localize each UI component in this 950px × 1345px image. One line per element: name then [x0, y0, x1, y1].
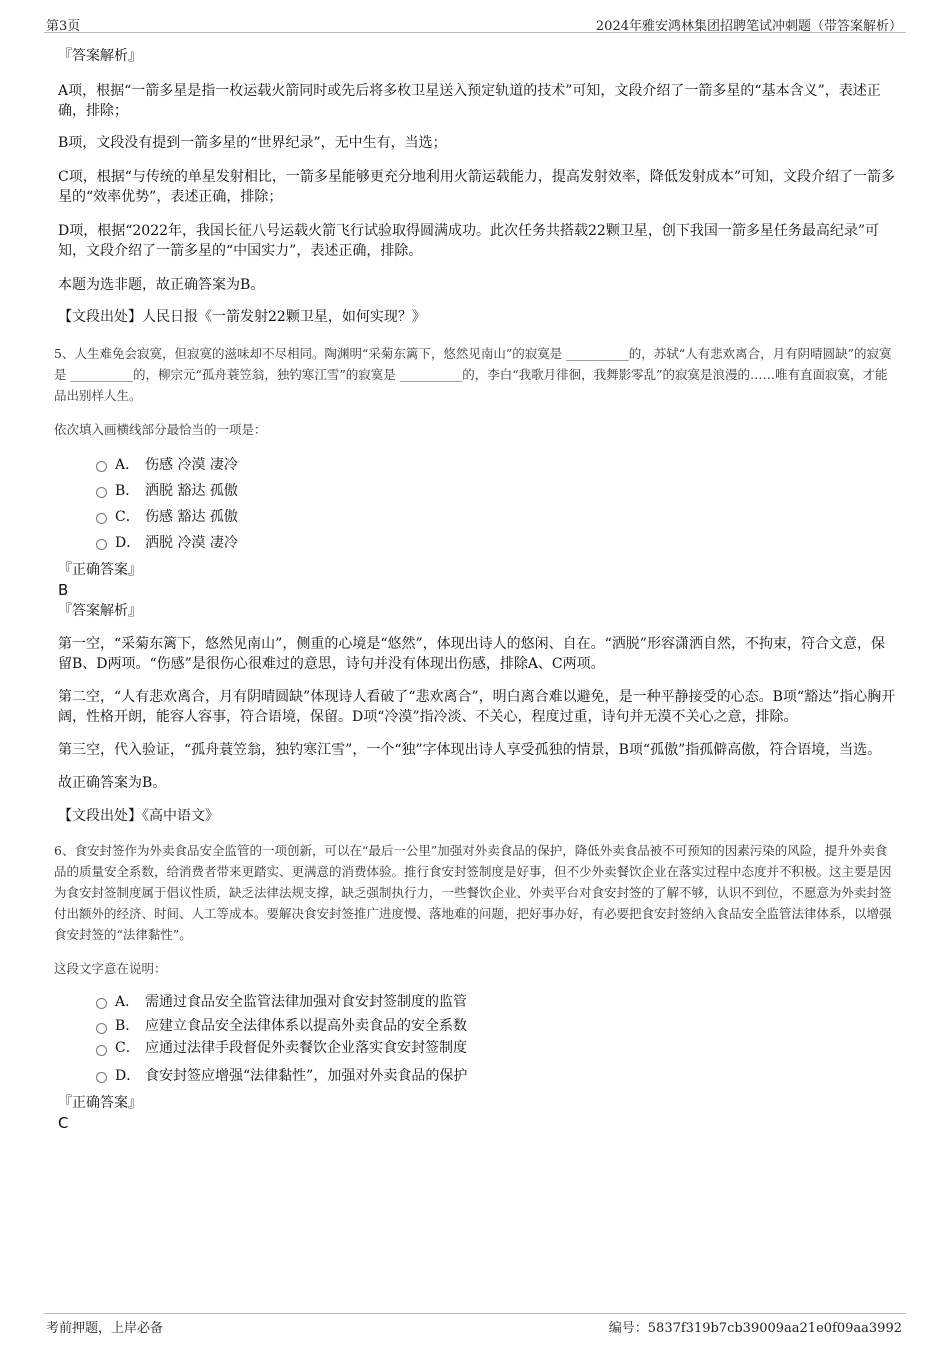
- q5-conclusion: 故正确答案为B。: [58, 775, 167, 791]
- q6-option-b[interactable]: B． 应建立食品安全法律体系以提高外卖食品的安全系数: [58, 1015, 898, 1037]
- radio-icon[interactable]: [96, 487, 107, 498]
- q4-source: 【文段出处】人民日报《一箭发射22颗卫星，如何实现？》: [58, 309, 426, 325]
- radio-icon[interactable]: [96, 461, 107, 472]
- document-title: 2024年雅安鸿林集团招聘笔试冲刺题（带答案解析）: [595, 19, 902, 34]
- page-number: 第3页: [46, 19, 81, 34]
- radio-icon[interactable]: [96, 1023, 107, 1034]
- q5-prompt: 依次填入画横线部分最恰当的一项是：: [54, 422, 267, 437]
- document-id: 编号：5837f319b7cb39009aa21e0f09aa3992: [608, 1321, 902, 1336]
- blank-2: __________: [70, 367, 133, 382]
- q4-analysis-d: D项，根据“2022年，我国长征八号运载火箭飞行试验取得圆满成功。此次任务共搭载22颗卫星，创下我国一箭多星任务最高纪录”可知，文段介绍了一箭多星的“中国实力”，表述正确，排除。: [58, 223, 879, 259]
- page-footer: [44, 1313, 906, 1336]
- q5-analysis-label: 『答案解析』: [58, 603, 142, 619]
- q5-analysis-1: 第一空，“采菊东篱下，悠然见南山”，侧重的心境是“悠然”，体现出诗人的悠闲、自在。“洒脱”形容潇洒自然，不拘束，符合文意，保留B、D两项。“伤感”是很伤心很难过的意思，诗句并没有体现出伤感，排除A、C两项。: [58, 636, 885, 672]
- q6-prompt: 这段文字意在说明：: [54, 961, 167, 976]
- q5-answer-label: 『正确答案』: [58, 562, 142, 578]
- footer-slogan: 考前押题，上岸必备: [46, 1321, 164, 1336]
- q6-answer-label: 『正确答案』: [58, 1095, 142, 1111]
- q6-option-c[interactable]: C． 应通过法律手段督促外卖餐饮企业落实食安封签制度: [58, 1037, 898, 1059]
- q6-stem: 6、食安封签作为外卖食品安全监管的一项创新，可以在“最后一公里”加强对外卖食品的保护，降低外卖食品被不可预知的因素污染的风险，提升外卖食品的质量安全系数，给消费者带来更踏实、更满意的消费体验。推行食安封签制度是好事，但不少外卖餐饮企业在落实过程中态度并不积极。这主要是因为食安封签制度属于倡议性质，缺乏法律法规支撑，缺乏强制执行力，一些餐饮企业、外卖平台对食安封签的了解不够，认识不到位，不愿意为外卖封签付出额外的经济、时间、人工等成本。要解决食安封签推广进度慢、落地难的问题，把好事办好，有必要把食安封签纳入食品安全监管法律体系，以增强食安封签的“法律黏性”。: [54, 843, 892, 942]
- page-content: [54, 44, 898, 1133]
- radio-icon[interactable]: [96, 1045, 107, 1056]
- q4-analysis-b: B项，文段没有提到一箭多星的“世界纪录”，无中生有，当选；: [58, 135, 447, 151]
- q6-option-a[interactable]: A． 需通过食品安全监管法律加强对食安封签制度的监管: [58, 989, 898, 1015]
- q5-answer: B: [58, 581, 69, 599]
- q5-option-a[interactable]: A． 伤感 冷漠 凄冷: [58, 452, 898, 478]
- page-header: [44, 12, 906, 33]
- q5-option-d[interactable]: D． 洒脱 冷漠 凄冷: [58, 530, 898, 556]
- q6-option-d[interactable]: D． 食安封签应增强“法律黏性”，加强对外卖食品的保护: [58, 1063, 898, 1089]
- q4-analysis-c: C项，根据“与传统的单星发射相比，一箭多星能够更充分地利用火箭运载能力，提高发射效率，降低发射成本”可知，文段介绍了一箭多星的“效率优势”，表述正确，排除；: [58, 169, 896, 205]
- q4-analysis-label: 『答案解析』: [58, 48, 142, 64]
- q5-source: 【文段出处】《高中语文》: [58, 808, 219, 824]
- q5-analysis-2: 第二空，“人有悲欢离合，月有阴晴圆缺”体现诗人看破了“悲欢离合”，明白离合难以避免，是一种平静接受的心态。B项“豁达”指心胸开阔，性格开朗，能容人容事，符合语境，保留。D项“冷漠”指冷淡、不关心，程度过重，诗句并无漠不关心之意，排除。: [58, 689, 896, 725]
- blank-1: __________: [566, 346, 629, 361]
- q6-answer: C: [58, 1114, 69, 1132]
- q5-option-b[interactable]: B． 洒脱 豁达 孤傲: [58, 478, 898, 504]
- radio-icon[interactable]: [96, 998, 107, 1009]
- radio-icon[interactable]: [96, 539, 107, 550]
- q4-analysis-a: A项，根据“一箭多星是指一枚运载火箭同时或先后将多枚卫星送入预定轨道的技术”可知，文段介绍了一箭多星的“基本含义”，表述正确，排除；: [58, 83, 881, 119]
- radio-icon[interactable]: [96, 1072, 107, 1083]
- radio-icon[interactable]: [96, 513, 107, 524]
- q5-analysis-3: 第三空，代入验证，“孤舟蓑笠翁，独钓寒江雪”，一个“独”字体现出诗人享受孤独的情景，B项“孤傲”指孤僻高傲，符合语境，当选。: [58, 742, 882, 758]
- q6-options: [58, 989, 898, 1089]
- blank-3: __________: [399, 367, 463, 382]
- q5-option-c[interactable]: C． 伤感 豁达 孤傲: [58, 504, 898, 530]
- q5-options: [58, 452, 898, 556]
- q5-stem: 5、人生难免会寂寞，但寂寞的滋味却不尽相同。陶渊明“采菊东篱下，悠然见南山”的寂寞是 __________的，苏轼“人有悲欢离合，月有阴晴圆缺”的寂寞是 __________的，柳宗元“孤舟蓑笠翁，独钓寒江雪”的寂寞是 __________的，李白“我歌月徘徊，我舞影零乱”的寂寞是浪漫的……唯有直面寂寞，才能品出别样人生。: [54, 346, 892, 403]
- q4-conclusion: 本题为选非题，故正确答案为B。: [58, 277, 265, 293]
